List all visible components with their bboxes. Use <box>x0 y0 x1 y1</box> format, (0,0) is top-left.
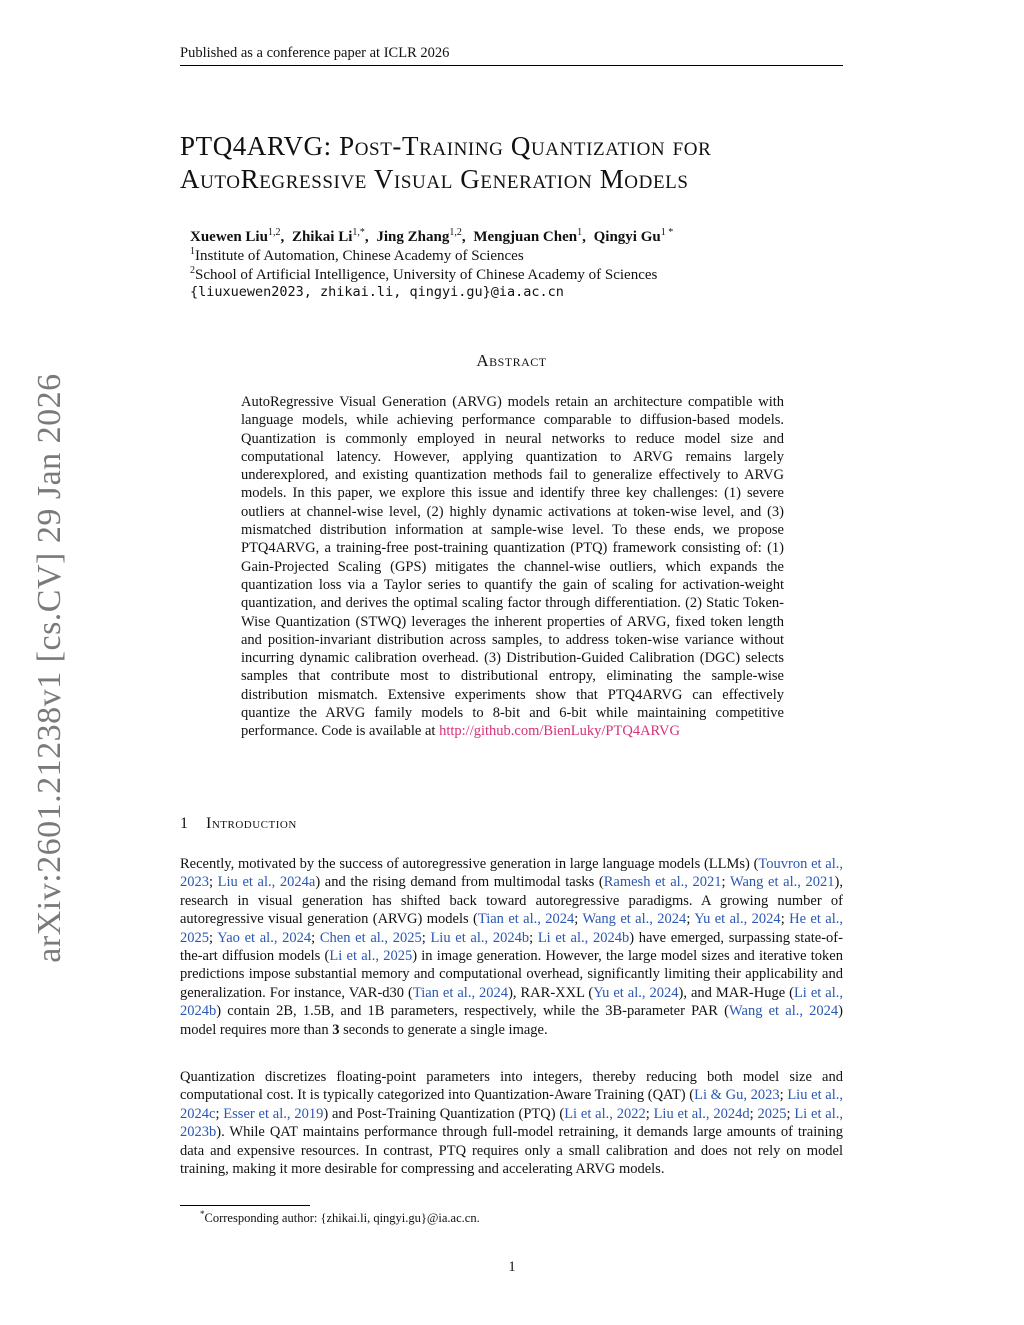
citation-link[interactable]: 2025 <box>757 1105 787 1122</box>
paper-title <box>180 130 850 196</box>
text-run: ) model requires more than <box>180 1003 843 1038</box>
text-run: ; <box>574 911 583 928</box>
section-title: Introduction <box>206 815 297 832</box>
citation-link[interactable]: Liu et al., 2024b <box>430 929 530 946</box>
code-link[interactable]: http://github.com/BienLuky/PTQ4ARVG <box>439 723 681 740</box>
text-run: ), RAR-XXL ( <box>508 984 594 1001</box>
text-run: ; <box>209 929 218 946</box>
author-emails: {liuxuewen2023, zhikai.li, qingyi.gu}@ia.ac.cn <box>190 284 564 300</box>
intro-paragraph-2 <box>180 1068 843 1178</box>
abstract-heading: Abstract <box>476 351 547 370</box>
text-run: ) have emerged, surpassing state-of-the-art diffusion models ( <box>180 929 843 965</box>
text-run: ; <box>779 1087 788 1104</box>
abstract-text: AutoRegressive Visual Generation (ARVG) models retain an architecture compatible with language models, while achieving performance comparable to diffusion-based models. Quantization is commonly employed in neural networks to reduce model size and computational latency. However, applying quantization to ARVG remains largely underexplored, and existing quantization methods fail to generalize effectively to ARVG models. In this paper, we explore this issue and identify three key challenges: (1) severe outliers at channel-wise level, (2) highly dynamic activations at token-wise level, and (3) mismatched distribution information at sample-wise level. To these ends, we propose PTQ4ARVG, a training-free post-training quantization (PTQ) framework consisting of: (1) Gain-Projected Scaling (GPS) mitigates the channel-wise outliers, which expands the quantization loss via a Taylor series to quantify the gain of scaling for activation-weight quantization, and derives the optimal scaling factor through differentiation. (2) Static Token-Wise Quantization (STWQ) leverages the inherent properties of ARVG, fixed token length and position-invariant distribution across samples, to address token-wise variance without incurring dynamic calibration overhead. (3) Distribution-Guided Calibration (DGC) selects samples that contribute most to distributional entropy, eliminating the sample-wise distribution mismatch. Extensive experiments show that PTQ4ARVG can effectively quantize the ARVG family models to 8-bit and 6-bit while maintaining competitive performance. Code is available at http://github.com/BienLuky/PTQ4ARVG <box>241 394 784 740</box>
affiliation: $^2$School of Artificial Intelligence, University of Chinese Academy of Sciences <box>190 265 658 283</box>
citation-link[interactable]: Li et al., 2022 <box>564 1105 646 1122</box>
text-run: ; <box>645 1105 654 1122</box>
citation-link[interactable]: Tian et al., 2024 <box>477 911 575 928</box>
title-line-2: AutoRegressive Visual Generation Models <box>180 164 689 194</box>
page-number: 1 <box>508 1259 516 1275</box>
affiliation: $^1$Institute of Automation, Chinese Academy of Sciences <box>190 246 524 264</box>
author: Mengjuan Chen$^1$, <box>473 227 586 245</box>
citation-link[interactable]: Yu et al., 2024 <box>694 911 781 928</box>
text-run: ). While QAT maintains performance through full-model retraining, it demands large amounts of training data and expensive resources. In contrast, PTQ requires only a small calibration and does not rely on model training, making it more desirable for compressing and accelerating ARVG models. <box>180 1124 843 1178</box>
text-run: seconds to generate a single image. <box>339 1021 548 1038</box>
text-run: ; <box>311 929 320 946</box>
citation-link[interactable]: Yu et al., 2024 <box>593 984 679 1001</box>
text-run: ; <box>209 874 218 891</box>
citation-link[interactable]: Liu et al., 2024d <box>653 1105 750 1122</box>
author: Zhikai $Li^{1,*}$, <box>291 227 369 245</box>
text-run: ; <box>529 929 538 946</box>
citation-link[interactable]: Li & Gu, 2023 <box>694 1087 780 1104</box>
title-line-1: PTQ4ARVG: Post-Training Quantization for <box>180 131 712 161</box>
citation-link[interactable]: Liu et al., 2024c <box>180 1087 843 1122</box>
citation-link[interactable]: Wang et al., 2024 <box>582 911 687 928</box>
text-run: ; <box>215 1105 224 1122</box>
author: Xuewen Liu$^{1,2}$, <box>190 227 285 245</box>
citation-link[interactable]: Tian et al., 2024 <box>412 984 509 1001</box>
text-run: ; <box>686 911 695 928</box>
text-run: ) contain 2B, 1.5B, and 1B parameters, respectively, while the 3B-parameter PAR ( <box>216 1003 729 1020</box>
section-heading <box>180 815 297 833</box>
footnote: *Corresponding author: {zhikai.li, qingyi.gu}@ia.ac.cn. <box>200 1209 480 1226</box>
text-run: ) in image generation. However, the large model sizes and iterative token predictions impose substantial memory and computational overhead, significantly limiting their applicability and generalization. For instance, VAR-d30 ( <box>180 948 843 1001</box>
text-run: Recently, motivated by the success of autoregressive generation in large language models (LLMs) ( <box>180 856 759 872</box>
text-run: ; <box>421 929 431 946</box>
citation-link[interactable]: Yao et al., 2024 <box>217 929 312 946</box>
text-run: ) and the rising demand from multimodal tasks ( <box>315 874 604 891</box>
section-number: 1 <box>180 815 188 832</box>
citation-link[interactable]: Wang et al., 2021 <box>729 874 835 891</box>
text-run: ; <box>780 911 790 928</box>
arxiv-identifier: arXiv:2601.21238v1 [cs.CV] 29 Jan 2026 <box>31 373 68 963</box>
citation-link[interactable]: Ramesh et al., 2021 <box>603 874 722 891</box>
text-run: Quantization discretizes floating-point parameters into integers, thereby reducing both model size and computational cost. It is typically categorized into Quantization-Aware Training (QAT) ( <box>180 1069 843 1104</box>
text-run: ; <box>786 1105 795 1122</box>
citation-link[interactable]: Li et al., 2025 <box>329 948 413 965</box>
text-run: ) and Post-Training Quantization (PTQ) ( <box>323 1105 565 1122</box>
text-run: ; <box>721 874 730 891</box>
citation-link[interactable]: Wang et al., 2024 <box>728 1003 839 1020</box>
citation-link[interactable]: Li et al., 2023b <box>180 1105 844 1141</box>
citation-link[interactable]: Li et al., 2024b <box>537 929 630 946</box>
conference-header: Published as a conference paper at ICLR 2026 <box>180 45 843 66</box>
text-run: ), and MAR-Huge ( <box>678 984 794 1001</box>
author: Qingyi $Gu^{1 *}$ <box>593 227 674 245</box>
intro-paragraph-1 <box>180 855 843 1039</box>
text-run: ), research in visual generation has shifted back toward autoregressive paradigms. A growing number of autoregressive visual generation (ARVG) models ( <box>180 874 843 928</box>
citation-link[interactable]: Chen et al., 2025 <box>319 929 422 946</box>
author-list <box>190 227 840 246</box>
citation-link[interactable]: Touvron et al., 2023 <box>180 856 843 891</box>
author: Jing Zhang$^{1,2}$, <box>376 227 466 245</box>
citation-link[interactable]: Esser et al., 2019 <box>223 1105 324 1122</box>
citation-link[interactable]: Li et al., 2024b <box>180 984 843 1020</box>
citation-link[interactable]: He et al., 2025 <box>180 911 844 946</box>
text-run: ; <box>749 1105 758 1122</box>
footnote-rule <box>180 1205 310 1206</box>
emphasis-text: 3 <box>332 1021 340 1038</box>
citation-link[interactable]: Liu et al., 2024a <box>217 874 316 891</box>
